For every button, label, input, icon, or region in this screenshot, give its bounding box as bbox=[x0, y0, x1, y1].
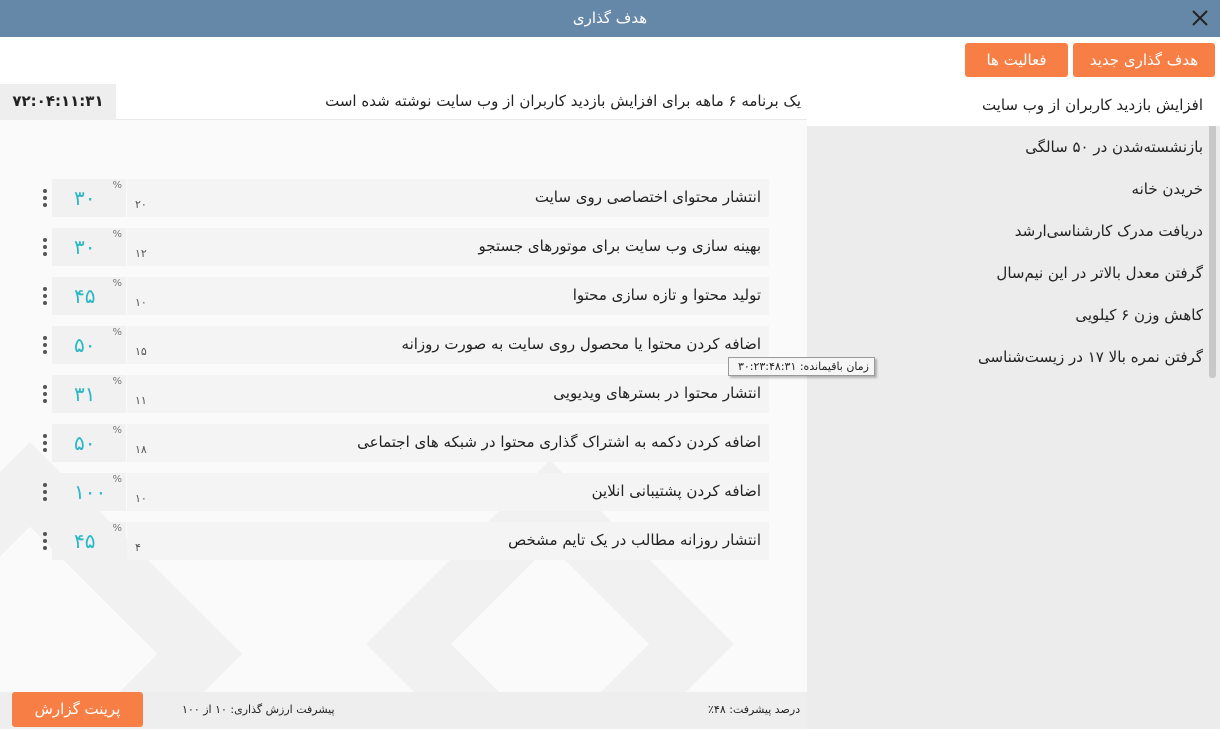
task-value: ۱۸ bbox=[135, 443, 147, 456]
percent-sign: % bbox=[112, 278, 122, 289]
percent-sign: % bbox=[112, 523, 122, 534]
task-percent-cell bbox=[52, 473, 126, 511]
more-vertical-icon[interactable] bbox=[38, 277, 52, 315]
task-percent: ۵۰ bbox=[74, 431, 96, 455]
more-vertical-icon[interactable] bbox=[38, 424, 52, 462]
goal-item[interactable]: کاهش وزن ۶ کیلویی bbox=[1075, 306, 1203, 324]
task-value: ۱۵ bbox=[135, 345, 147, 358]
more-vertical-icon[interactable] bbox=[38, 179, 52, 217]
goal-item[interactable]: دریافت مدرک کارشناسی‌ارشد bbox=[1014, 222, 1203, 240]
percent-sign: % bbox=[112, 474, 122, 485]
goal-detail-panel bbox=[0, 84, 807, 692]
task-row[interactable] bbox=[38, 326, 769, 364]
task-percent-cell bbox=[52, 326, 126, 364]
new-goal-button[interactable]: هدف گذاری جدید bbox=[1073, 43, 1215, 77]
task-label: انتشار محتوا در بسترهای ویدیویی bbox=[553, 384, 761, 402]
task-percent-cell bbox=[52, 375, 126, 413]
close-icon[interactable] bbox=[1188, 6, 1212, 30]
goal-timer: ۷۲:۰۴:۱۱:۳۱ bbox=[0, 84, 116, 120]
task-value: ۱۱ bbox=[135, 394, 147, 407]
percent-sign: % bbox=[112, 376, 122, 387]
task-value: ۱۲ bbox=[135, 247, 147, 260]
task-body bbox=[127, 375, 769, 413]
goal-item[interactable]: خریدن خانه bbox=[1131, 180, 1203, 198]
remaining-time-tooltip: زمان باقیمانده: ۳۰:۲۳:۴۸:۳۱ bbox=[728, 357, 875, 376]
title-bar bbox=[0, 0, 1220, 37]
percent-sign: % bbox=[112, 425, 122, 436]
goal-item[interactable]: گرفتن نمره بالا ۱۷ در زیست‌شناسی bbox=[978, 348, 1203, 366]
task-value: ۱۰ bbox=[135, 492, 147, 505]
activities-button[interactable]: فعالیت ها bbox=[965, 43, 1068, 77]
goal-item[interactable]: بازنشسته‌شدن در ۵۰ سالگی bbox=[1025, 138, 1203, 156]
task-body bbox=[127, 179, 769, 217]
percent-sign: % bbox=[112, 327, 122, 338]
progress-percent-text: درصد پیشرفت: ۴۸٪ bbox=[708, 703, 801, 716]
task-body bbox=[127, 277, 769, 315]
goal-item[interactable]: افزایش بازدید کاربران از وب سایت bbox=[807, 84, 1220, 126]
task-row[interactable] bbox=[38, 522, 769, 560]
task-percent: ۱۰۰ bbox=[74, 480, 107, 504]
task-percent: ۳۰ bbox=[74, 186, 96, 210]
task-label: اضافه کردن دکمه به اشتراک گذاری محتوا در شبکه های اجتماعی bbox=[357, 433, 761, 451]
more-vertical-icon[interactable] bbox=[38, 326, 52, 364]
task-value: ۱۰ bbox=[135, 296, 147, 309]
task-value: ۴ bbox=[135, 541, 141, 554]
task-percent: ۴۵ bbox=[74, 529, 96, 553]
more-vertical-icon[interactable] bbox=[38, 228, 52, 266]
task-body bbox=[127, 522, 769, 560]
task-row[interactable] bbox=[38, 424, 769, 462]
task-label: تولید محتوا و تازه سازی محتوا bbox=[572, 286, 761, 304]
toolbar bbox=[0, 37, 1220, 84]
goal-item[interactable]: گرفتن معدل بالاتر در این نیم‌سال bbox=[996, 264, 1203, 282]
value-progress-text: پیشرفت ارزش گذاری: ۱۰ از ۱۰۰ bbox=[182, 703, 335, 716]
window-title: هدف گذاری bbox=[572, 9, 648, 27]
task-body bbox=[127, 473, 769, 511]
task-row[interactable] bbox=[38, 375, 769, 413]
task-percent: ۴۵ bbox=[74, 284, 96, 308]
task-percent-cell bbox=[52, 228, 126, 266]
goal-description: یک برنامه ۶ ماهه برای افزایش بازدید کاربران از وب سایت نوشته شده است bbox=[325, 92, 801, 110]
task-percent-cell bbox=[52, 424, 126, 462]
goal-description-row bbox=[0, 84, 807, 120]
task-percent-cell bbox=[52, 179, 126, 217]
task-percent: ۵۰ bbox=[74, 333, 96, 357]
task-label: انتشار روزانه مطالب در یک تایم مشخص bbox=[508, 531, 761, 549]
task-row[interactable] bbox=[38, 228, 769, 266]
task-label: انتشار محتوای اختصاصی روی سایت bbox=[534, 188, 761, 206]
task-row[interactable] bbox=[38, 473, 769, 511]
task-body bbox=[127, 424, 769, 462]
task-percent: ۳۰ bbox=[74, 235, 96, 259]
percent-sign: % bbox=[112, 229, 122, 240]
footer-bar bbox=[0, 692, 807, 729]
goals-sidebar bbox=[807, 84, 1220, 729]
task-label: اضافه کردن محتوا یا محصول روی سایت به صورت روزانه bbox=[401, 335, 761, 353]
percent-sign: % bbox=[112, 180, 122, 191]
more-vertical-icon[interactable] bbox=[38, 473, 52, 511]
task-label: بهینه سازی وب سایت برای موتورهای جستجو bbox=[478, 237, 761, 255]
task-label: اضافه کردن پشتیبانی انلاین bbox=[591, 482, 761, 500]
task-percent-cell bbox=[52, 277, 126, 315]
task-value: ۲۰ bbox=[135, 198, 147, 211]
task-body bbox=[127, 228, 769, 266]
task-percent: ۳۱ bbox=[74, 382, 96, 406]
task-row[interactable] bbox=[38, 277, 769, 315]
task-percent-cell bbox=[52, 522, 126, 560]
more-vertical-icon[interactable] bbox=[38, 375, 52, 413]
print-report-button[interactable]: پرینت گزارش bbox=[12, 692, 143, 727]
task-body bbox=[127, 326, 769, 364]
more-vertical-icon[interactable] bbox=[38, 522, 52, 560]
task-row[interactable] bbox=[38, 179, 769, 217]
